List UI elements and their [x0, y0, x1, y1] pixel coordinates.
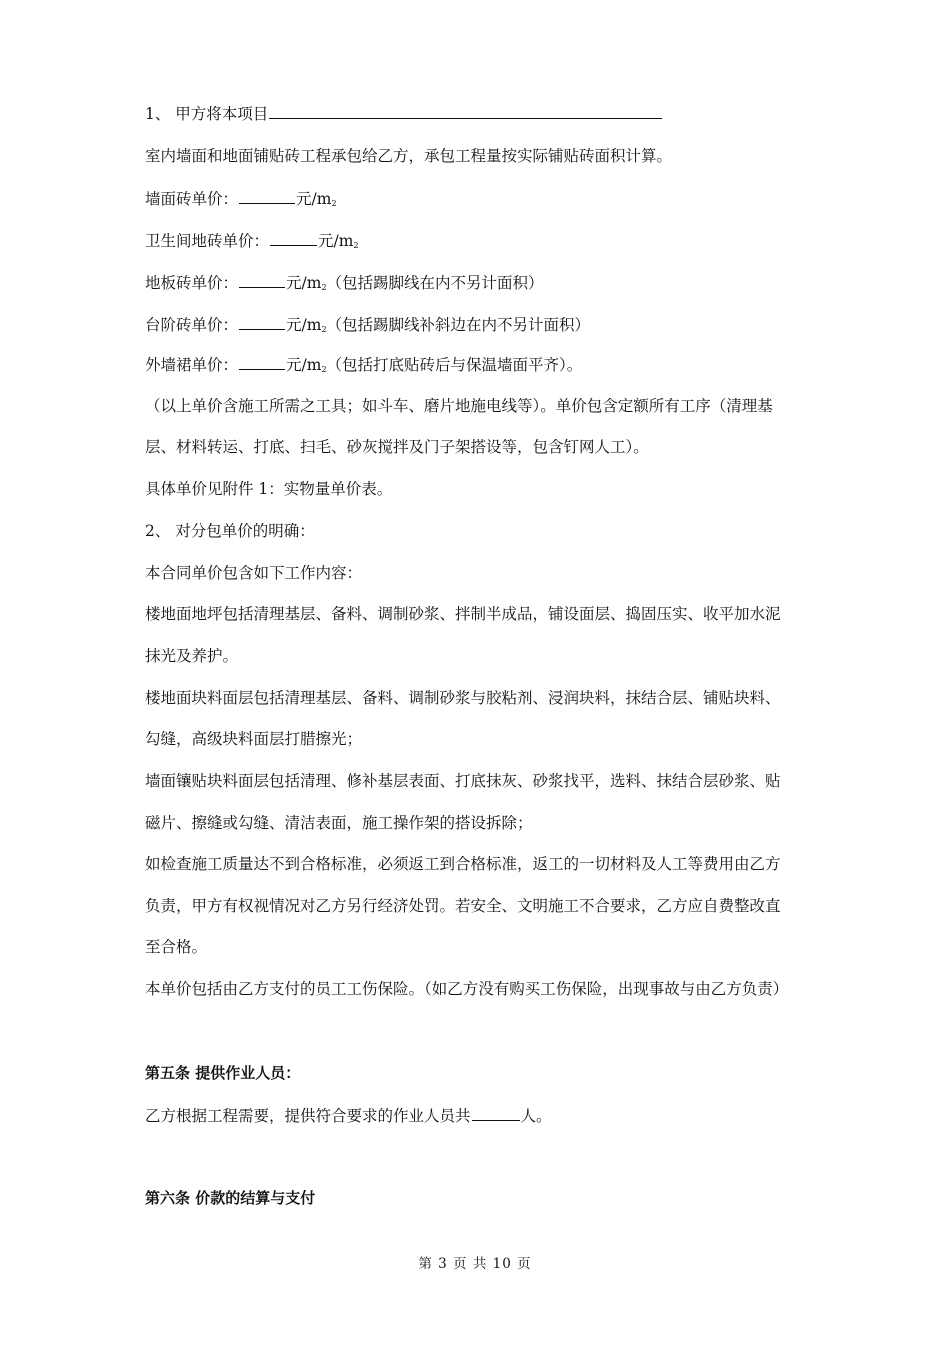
bath-floor-tile-unit: 元/m: [318, 232, 354, 250]
wall-tile-blank: [239, 188, 295, 204]
skirt-note: （包括打底贴砖后与保温墙面平齐）。: [326, 356, 583, 374]
bath-floor-tile-blank: [270, 230, 317, 246]
scope-paragraph: 室内墙面和地面铺贴砖工程承包给乙方，承包工程量按实际铺贴砖面积计算。: [145, 147, 673, 165]
bath-floor-tile-price-line: [145, 230, 359, 254]
step-tile-blank: [239, 314, 285, 330]
annex-reference: 具体单价见附件 1：实物量单价表。: [145, 480, 393, 498]
floor-tile-price-line: [145, 272, 544, 296]
quality-line-2: 负责，甲方有权视情况对乙方另行经济处罚。若安全、文明施工不合要求，乙方应自费整改直: [145, 897, 781, 915]
item-1-text: 1、 甲方将本项目: [145, 105, 269, 123]
skirt-price-line: [145, 354, 582, 378]
skirt-unit-sup: 2: [321, 365, 327, 374]
step-tile-price-line: [145, 314, 590, 338]
wall-block-line-1: 墙面镶贴块料面层包括清理、修补基层表面、打底抹灰、砂浆找平，选料、抹结合层砂浆、贴: [145, 772, 781, 790]
floor-tile-unit-sup: 2: [321, 283, 327, 292]
skirt-blank: [239, 354, 285, 370]
article-5-text-before: 乙方根据工程需要，提供符合要求的作业人员共: [145, 1107, 471, 1125]
floor-tile-note: （包括踢脚线在内不另计面积）: [326, 274, 544, 292]
step-tile-unit: 元/m: [286, 316, 322, 334]
floor-tile-unit: 元/m: [286, 274, 322, 292]
article-5-text-after: 人。: [520, 1107, 552, 1125]
article-5-text: [145, 1105, 552, 1126]
quality-line-3: 至合格。: [145, 938, 208, 956]
skirt-label: 外墙裙单价：: [145, 356, 239, 374]
floor-tile-label: 地板砖单价：: [145, 274, 239, 292]
article-5-heading: 第五条 提供作业人员：: [145, 1064, 301, 1082]
item-2-heading: 2、 对分包单价的明确：: [145, 522, 315, 540]
wall-tile-unit: 元/m: [296, 190, 332, 208]
bath-floor-tile-unit-sup: 2: [353, 241, 359, 250]
contents-intro: 本合同单价包含如下工作内容：: [145, 564, 363, 582]
item-1-line: [145, 103, 663, 124]
page-number-footer: 第 3 页 共 10 页: [418, 1256, 532, 1272]
worker-count-blank: [472, 1105, 520, 1121]
project-name-blank: [269, 103, 662, 119]
wall-tile-label: 墙面砖单价：: [145, 190, 239, 208]
skirt-unit: 元/m: [286, 356, 322, 374]
wall-tile-unit-sup: 2: [331, 199, 337, 208]
insurance-paragraph: 本单价包括由乙方支付的员工工伤保险。（如乙方没有购买工伤保险，出现事故与由乙方负责）: [145, 980, 789, 998]
floor-tile-blank: [239, 272, 285, 288]
wall-tile-price-line: [145, 188, 337, 212]
quality-line-1: 如检查施工质量达不到合格标准，必须返工到合格标准，返工的一切材料及人工等费用由乙方: [145, 855, 781, 873]
price-note-line-1: （以上单价含施工所需之工具；如斗车、磨片地施电线等）。单价包含定额所有工序（清理基: [145, 397, 773, 415]
step-tile-note: （包括踢脚线补斜边在内不另计面积）: [326, 316, 591, 334]
block-floor-line-1: 楼地面块料面层包括清理基层、备料、调制砂浆与胶粘剂、浸润块料，抹结合层、铺贴块料、: [145, 689, 781, 707]
step-tile-unit-sup: 2: [321, 325, 327, 334]
step-tile-label: 台阶砖单价：: [145, 316, 239, 334]
block-floor-line-2: 勾缝，高级块料面层打腊擦光；: [145, 730, 363, 748]
floor-screed-line-2: 抹光及养护。: [145, 647, 239, 665]
bath-floor-tile-label: 卫生间地砖单价：: [145, 232, 270, 250]
article-6-heading: 第六条 价款的结算与支付: [145, 1189, 316, 1207]
wall-block-line-2: 磁片、擦缝或勾缝、清洁表面，施工操作架的搭设拆除；: [145, 814, 533, 832]
floor-screed-line-1: 楼地面地坪包括清理基层、备料、调制砂浆、拌制半成品，铺设面层、捣固压实、收平加水泥: [145, 605, 781, 623]
price-note-line-2: 层、材料转运、打底、扫毛、砂灰搅拌及门子架搭设等，包含钉网人工）。: [145, 438, 649, 456]
